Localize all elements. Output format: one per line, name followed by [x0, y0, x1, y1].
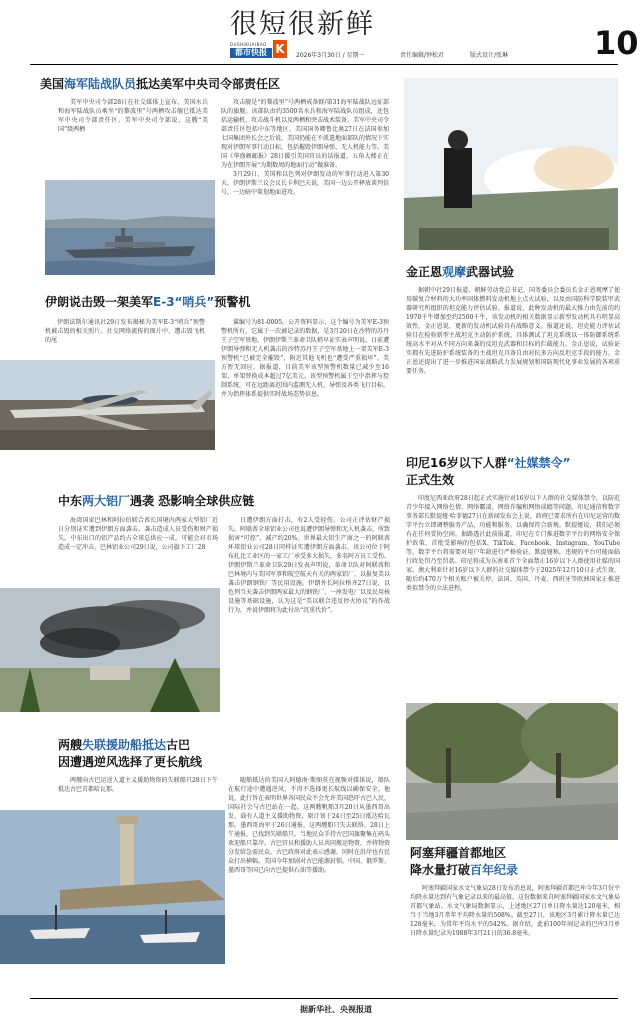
- page-number: 10: [594, 24, 639, 62]
- masthead-title: 很短很新鲜: [230, 9, 375, 40]
- iran-col1: 伊朗法斯尔通讯社29日发布揭秘为美军E-3“哨兵”预警机被击毁的相关照片。社交网络流传的图片中，遭击毁飞机的尾: [45, 319, 205, 344]
- indonesia-body: 印度尼西亚政府28日起正式实施针对16岁以下人群的社交媒体禁令，以防范青少年接入网络色情、网络霸凌、网络诈骗和网络成瘾等问题。印尼通信和数字事务部长默提娅·哈菲德27日在新闻发布会上说，政府已要求所有在印尼运营的数字平台立即调整服务产品、功能和服务，以确保符合新规。默提娅说，我们必须有在任何妥协空间。据路透社此前报道，印尼在专门推进数字平台的网络安全保护政策。首批受影响的包括X、TikTok、Facebook、Instagram、YouTube等。数字平台将需要对用户年龄进行严格验证。默提娅称，违规的平台可能面临行政处罚乃至罚款。印尼将成为东南亚首个全面禁止16岁以下人群使用社媒的国家。澳大利亚针对16岁以下人群的社交媒体禁令于2025年12月10日正式生效，随后约470万个相关账户被关停。法国、英国、丹麦、西班牙等欧洲国家正推进类似禁令的立法进程。: [406, 495, 620, 592]
- rain-image: [406, 703, 618, 840]
- aluminium-col2: 日遭伊朗方面打击，有2人受轻伤。公司正评估财产损失。阿联酋全球铝业公司也说遭伊朗导弹和无人机袭击，所致损害“可控”，减产约20%。世界最大铝生产商之一的阿联酋环球铝业公司28日同样证实遭伊朗方面袭击，该公司位于阿布扎比工业区的一家工厂承受多大损失，多名阿方员工受伤。伊朗伊斯兰革命卫队29日发表声明说，革命卫队对阿联酋和巴林境内与美国军事和航空航天有关的两家铝厂，以报复美以袭击伊朗钢铁厂等民用设施。伊朗外长阿拉格齐27日说，以色列当天袭击伊朗两家最大的钢铁厂、一座发电厂以及民用核设施等基础设施，认为这是“美以联合违反停火协议”的作战行为，并说伊朗将为此付出“沉重代价”。: [228, 517, 391, 614]
- marines-headline: 美国海军陆战队员抵达美军中央司令部责任区: [40, 77, 281, 91]
- kim-image: [404, 78, 618, 250]
- brand-pinyin: DUSHIKUAIBAO: [230, 42, 267, 47]
- masthead-rule: [30, 64, 618, 65]
- cuba-subheadline: 因遭遇逆风选择了更长航线: [58, 755, 203, 769]
- cuba-col2: 随船抵达的美国人阿德南·斯图莫在视频对媒体说，船队在航行途中遭遇逆风，不得不选择更长航线以确保安全。他说，此行旨在表明世界各国民众不会允许美国恐吓古巴人民，国际社会与古巴站在一起。这两艘帆船3月20日从墨西哥出发，载有人道主义援助物资，原计划于24日至25日抵达哈瓦那。墨西哥海军于26日通报，这两艘船只失去联络，28日上午通报，已找到失联船只。当地民众手持古巴国旗聚集在码头欢迎船只靠岸。古巴官员和援助人员共同搬运物资，并将物资分发给急需民众。古巴政府对此表示感谢。同时在沿岸也有民众打出横幅。美国今年加剧对古巴能源封锁。中国、俄罗斯、墨西哥等国已向古巴提供石油等援助。: [228, 777, 391, 874]
- rain-headline-line1: 阿塞拜疆首都地区: [410, 846, 507, 860]
- brand-name: 都市快报: [230, 48, 272, 58]
- kim-headline: 金正恩观摩武器试验: [406, 265, 515, 279]
- designer-credit: 版式设计/张琳: [470, 52, 509, 59]
- warship-image: [45, 180, 215, 275]
- rain-body: 阿塞拜疆国家水文气象局28日发布消息说，阿塞拜疆首都巴库今年3月份平均降水量达到有气象记录以来的最高值。这份数据来自阿塞拜疆国家水文气象局首都气象站。水文气象局数据显示，上述地区27日单日降水量达120毫米，相当于当地3月常年平均降水量的508%。截至27日，该地区3月累计降水量已达128毫米，为常年平均水平的542%。据介绍，此前100年间记录的巴库3月单日降水量纪录为1988年3月21日的36.8毫米。: [410, 885, 621, 937]
- cuba-col1: 两艘向古巴运送人道主义援助物资的失联船只28日下午抵达古巴首都哈瓦那。: [58, 777, 218, 793]
- footer-credit: 据新华社、央视报道: [300, 1005, 372, 1014]
- aircraft-photo: [0, 360, 215, 450]
- editor-credit: 责任编辑/钟松君: [400, 52, 445, 59]
- masthead: [0, 0, 642, 62]
- footer-rule: [30, 998, 618, 999]
- iran-headline: 伊朗说击毁一架美军E-3“哨兵”预警机: [45, 295, 251, 309]
- aluminium-headline: 中东两大铝厂遇袭 恐影响全球供应链: [58, 494, 255, 508]
- rain-photo: [406, 703, 618, 840]
- rain-headline-line2: 降水量打破百年纪录: [410, 863, 519, 877]
- kim-body: 据朝中社29日报道，朝鲜劳动党总书记、国务委员会委员长金正恩观摩了使用碳复合材料的大功率固体燃料发动机地上点火试验，以及由国防科学院装甲武器研究所组织的坦克能力评估试验。报道说，此种发动机的最大推力由先前的约1970千牛增加至约2500千牛，该发动机的相关数据显示新型发动机具有明显高效性。金正恩说，更新的发动机试验具有战略意义。报道还说，坦克能力评估试验目在检验新型主战坦克主动防护系统、具体测试了坦克系统以一体防御系统系统高水平对从不同方向来袭的反坦克武器和目标的拦截能力。金正恩说，试验证实拥有先进防护系统装备的主战坦克具备自由对抗多方向反坦克手段的能力。金正恩还提出了进一步推进国家战略武力发展规划和国防现代化事业发展的各项重要任务。: [406, 287, 620, 375]
- kim-photo: [404, 78, 618, 250]
- marines-col2: 攻击舰是“的黎波里”号两栖戒备群/第31海军陆战队远征部队的旗舰。该部队由约3500名水兵和海军陆战队员组成，还包括运输机、攻击战斗机以及两栖和突击战术装备。美军中央司令部责任区包括中东等地区。美国国务卿鲁比奥27日在法国参加七国集团外长会之后说，美国仍能在不派遣地面部队的情况下实现对伊朗军事行动目标，包括摧毁伊朗导弹、无人机能力等。美国《华盛顿邮报》28日援引美国官员的话报道，五角大楼正在为在伊朗开展“为期数周的地面行动”做准备。 3月29日，美国和以色列对伊朗发动的军事行动进入第30天。伊朗伊斯兰议会议长卡利巴夫说，美国一边公开释放谈判信号，一边暗中策划地面进攻。: [221, 99, 390, 196]
- iran-col2: 翼编号为81-0005。公开资料显示，这个编号为美军E-3预警机所有，它属于一次被记录的数据，是3月20日在沙特的苏丹王子空军基地。伊朗伊斯兰革命卫队稍早证实表声明说，日前遭伊朗导弹和无人机袭击的沙特苏丹王子空军基地上一架美军E-3预警机“已被完全摧毁”，附近其他飞机也“遭受严重损坏”。美方暂无回应。据报道，目前美军该型预警机数量已减少至16架，单架替换成本超过7亿美元。该型预警机属于空中指挥与控制系统，可在远距离范围内监测无人机、导弹及各类飞行目标，并为指挥体系提供实时战场态势信息。: [221, 319, 390, 398]
- smoke-image: [0, 588, 220, 712]
- article-marines: [40, 76, 390, 92]
- date-line: 2026年3月30日 / 星期一: [296, 52, 365, 59]
- indonesia-subheadline: 正式生效: [406, 473, 455, 487]
- cuba-headline: 两艘失联援助船抵达古巴: [58, 738, 191, 752]
- smoke-photo: [0, 588, 220, 712]
- harbor-photo: [0, 810, 225, 964]
- indonesia-headline: 印尼16岁以下人群“社媒禁令”: [406, 456, 571, 470]
- brand-logo-icon: K: [273, 40, 287, 58]
- harbor-image: [0, 810, 225, 964]
- aircraft-image: [0, 360, 215, 450]
- warship-photo: [45, 180, 215, 275]
- aluminium-col1: 海湾国家巴林和阿拉伯联合酋长国境内两家大型铝厂近日分别证实遭到伊朗方面袭击。袭击造成人员受伤和财产损失。中东出口的铝产品约占全球总供应一成，可能会对市场造成一定冲击。巴林铝业公司29日说，公司旗下工厂28: [58, 517, 218, 551]
- marines-col1: 美军中央司令部28日在社交媒体上宣布，美国水兵和海军陆战队员乘坐“的黎波里”号两栖攻击舰已抵达美军中央司令部责任区。美军中央司令部说，这艘“美国”级两栖: [58, 99, 208, 133]
